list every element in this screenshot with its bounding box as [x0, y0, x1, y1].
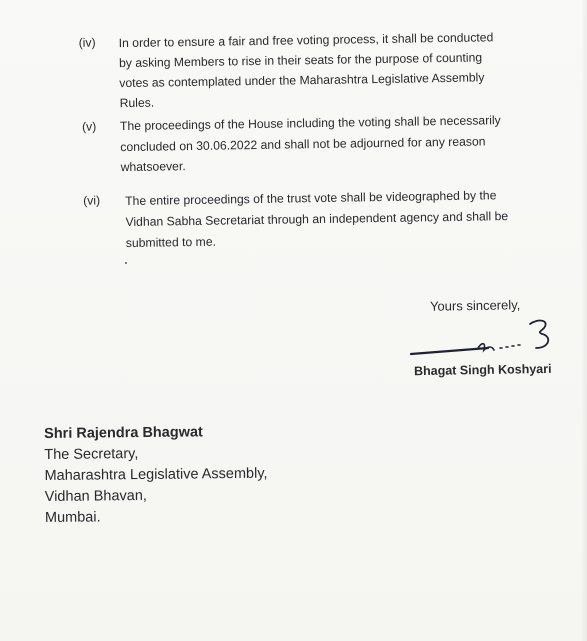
item-line: by asking Members to rise in their seats for the purpose of counting: [118, 50, 483, 71]
item-number: (v): [81, 119, 97, 134]
item-number: (vi): [83, 193, 101, 208]
item-line: votes as contemplated under the Maharashtra Legislative Assembly: [119, 70, 485, 91]
address-line: The Secretary,: [44, 446, 139, 463]
item-line: submitted to me.: [125, 234, 217, 251]
item-line: In order to ensure a fair and free voting process, it shall be conducted: [118, 30, 494, 51]
salutation: Yours sincerely,: [429, 297, 521, 314]
address-line: Vidhan Bhavan,: [44, 487, 147, 505]
recipient-name: Shri Rajendra Bhagwat: [44, 424, 203, 442]
recipient-address: [44, 422, 268, 529]
item-line: The proceedings of the House including the voting shall be necessarily: [119, 113, 501, 134]
item-line: Rules.: [119, 95, 155, 111]
page-edge-shadow: [581, 0, 587, 641]
item-line: whatsoever.: [120, 159, 186, 175]
address-line: Maharashtra Legislative Assembly,: [44, 465, 268, 484]
item-line: concluded on 30.06.2022 and shall not be adjourned for any reason: [120, 134, 486, 155]
address-line: Mumbai.: [44, 509, 101, 526]
item-line: Vidhan Sabha Secretariat through an independent agency and shall be: [125, 209, 509, 230]
signatory-name: Bhagat Singh Koshyari: [413, 361, 552, 379]
item-line: The entire proceedings of the trust vote shall be videographed by the: [125, 188, 497, 209]
stray-mark: [125, 262, 127, 264]
item-number: (iv): [78, 35, 96, 50]
